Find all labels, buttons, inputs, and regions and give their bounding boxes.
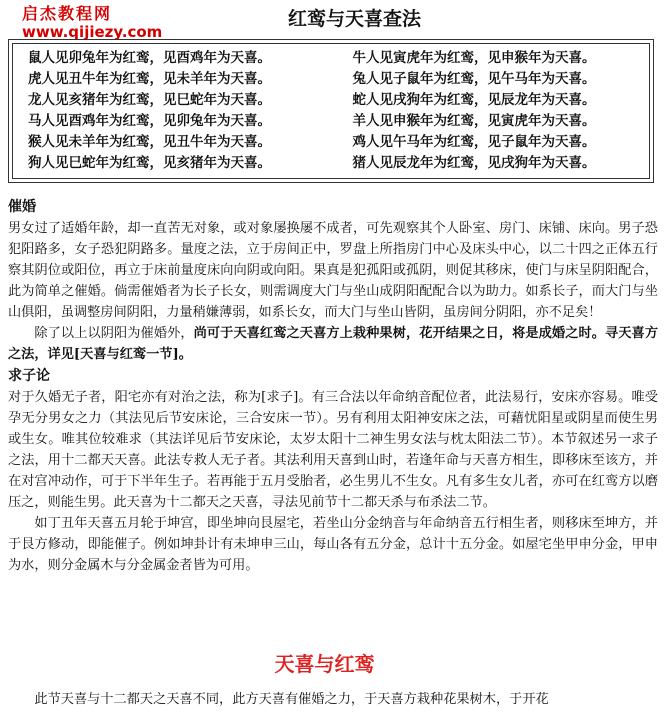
paragraph-cuihun-1: 男女过了适婚年龄，却一直苦无对象，或对象屡换屡不成者，可先观察其个人卧室、房门、床铺、床向。男子恐犯阳路多，女子恐犯阴路多。量度之法，立于房间正中，罗盘上所指房门中心及床头中心，以二十四之正体五行察其阴位或阳位，再立于床前量度床向向阴或向阳。果真是犯孤阳或孤阴，则促其移床，使门与床呈阴阳配合，此为简单之催婚。倘需催婚者为长子长女，则需调度大门与坐山成阴阳配配合以为助力。如系长子，而大门与坐山俱阳，虽调整房间阴阳，力量稍嫌薄弱，如系长女，而大门与坐山皆阴，虽房间分阴阳，亦不足矣！	[8, 221, 658, 320]
lookup-table	[8, 39, 654, 183]
table-row: 龙人见亥猪年为红鸾，见巳蛇年为天喜。	[28, 92, 271, 108]
paragraph-qiuzi-2: 如丁丑年天喜五月轮于坤宫，即坐坤向艮屋宅，若坐山分金纳音与年命纳音五行相生者，则移床至坤方，并于艮方修动，即能催子。例如坤卦计有未坤申三山，每山各有五分金，总计十五分金。如屋宅坐甲申分金，甲申为水，则分金属木与分金属金者皆为可用。	[8, 516, 658, 573]
table-row: 狗人见巳蛇年为红鸾，见亥猪年为天喜。	[28, 155, 271, 171]
table-row: 虎人见丑牛年为红鸾，见未羊年为天喜。	[28, 71, 271, 87]
paragraph-qiuzi-1: 对于久婚无子者，阳宅亦有对治之法，称为[求子]。有三合法以年命纳音配位者，此法易行，安床亦容易。唯受孕无分男女之力（其法见后节安床论，三合安床一节）。另有利用太阳神安床之法，可藉忧阳星或阴星而使生男或生女。唯其位较难求（其法详见后节安床论，太岁太阳十二神生男女法与枕太阳法二节）。本节叙述另一求子之法，用十二都天天喜。此法专救人无子者。其法利用天喜到山时，若逢年命与天喜方相生，即移床至该方，并在对宫冲动作，可于下半年生子。若再能于五月受胎者，必生男儿不生女。凡有多生女儿者，亦可在红鸾方以磨压之，则能生男。此天喜为十二都天之天喜，寻法见前节十二都天杀与布杀法二节。	[8, 390, 658, 510]
lookup-table-inner	[12, 43, 650, 179]
table-row: 鸡人见午马年为红鸾，见子鼠年为天喜。	[352, 134, 596, 150]
table-row: 猪人见辰龙年为红鸾，见戌狗年为天喜。	[352, 155, 596, 171]
table-row: 牛人见寅虎年为红鸾，见申猴年为天喜。	[352, 50, 596, 66]
table-row: 蛇人见戌狗年为红鸾，见辰龙年为天喜。	[352, 92, 596, 108]
watermark-line1: 启杰教程网	[22, 4, 113, 23]
page-title: 红鸾与天喜查法	[287, 8, 421, 30]
section-heading-cuihun: 催婚	[8, 199, 36, 215]
paragraph-tianxi-1: 此节天喜与十二都天之天喜不同，此方天喜有催婚之力，于天喜方栽种花果树木，于开花	[34, 692, 549, 707]
paragraph-cuihun-2	[8, 323, 658, 365]
table-row: 猴人见未羊年为红鸾，见丑牛年为天喜。	[28, 134, 271, 150]
watermark-line2: www.qijiezy.com	[22, 22, 163, 41]
table-row: 马人见酉鸡年为红鸾，见卯兔年为天喜。	[28, 113, 271, 129]
table-row: 鼠人见卯兔年为红鸾，见酉鸡年为天喜。	[28, 50, 271, 66]
table-column-left	[28, 48, 315, 178]
table-row: 兔人见子鼠年为红鸾，见午马年为天喜。	[352, 71, 596, 87]
paragraph-cuihun-2-bold: 尚可于天喜红鸾之天喜方上栽种果树，花开结果之日，将是成婚之时。寻天喜方之法，详见[天喜与红鸾一节]。	[8, 326, 659, 362]
section-title-tianxi: 天喜与红鸾	[274, 652, 375, 676]
table-row: 羊人见申猴年为红鸾，见寅虎年为天喜。	[352, 113, 596, 129]
table-column-right	[315, 48, 640, 178]
paragraph-cuihun-2-normal: 除了以上以阴阳为催婚外，	[34, 326, 194, 341]
section-heading-qiuzi: 求子论	[8, 368, 50, 384]
main-content	[8, 196, 658, 576]
